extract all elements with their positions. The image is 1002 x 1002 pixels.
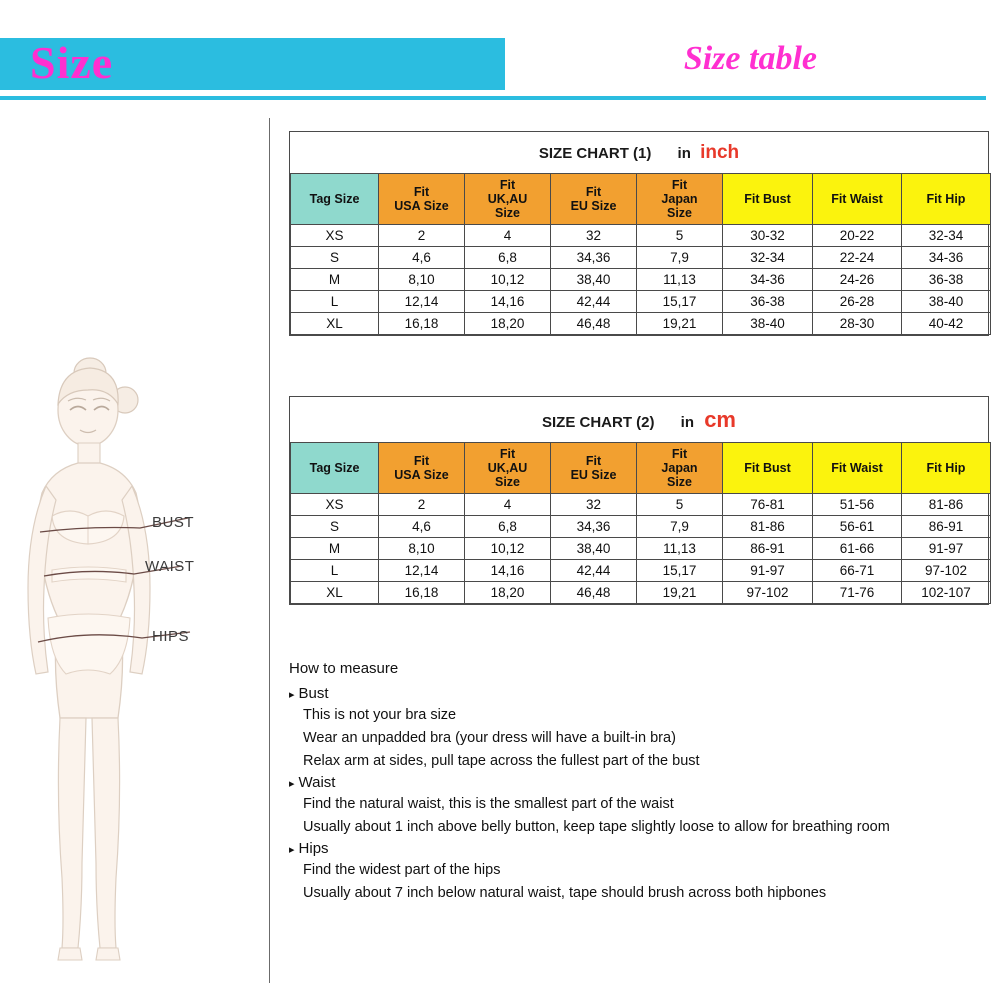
cell: 4,6 — [379, 516, 465, 538]
cell: 38,40 — [551, 269, 637, 291]
cell: 5 — [637, 225, 723, 247]
label-bust: BUST — [152, 514, 195, 531]
col-eu-size: Fit EU Size — [551, 174, 637, 225]
size-chart-1-unit: inch — [700, 142, 740, 163]
how-to-hips-heading — [289, 840, 989, 857]
cell: 28-30 — [813, 313, 902, 335]
label-waist: WAIST — [145, 558, 195, 575]
cell: 11,13 — [637, 269, 723, 291]
cell: 14,16 — [465, 291, 551, 313]
cell: 24-26 — [813, 269, 902, 291]
cell: 18,20 — [465, 582, 551, 604]
cell: 61-66 — [813, 538, 902, 560]
cell: 26-28 — [813, 291, 902, 313]
cell: 4 — [465, 225, 551, 247]
label-hips: HIPS — [152, 628, 190, 645]
cell: 38-40 — [902, 291, 991, 313]
triangle-bullet-icon: ▸ — [289, 844, 295, 856]
col-fit-bust: Fit Bust — [723, 174, 813, 225]
col-ukau-size: Fit UK,AU Size — [465, 443, 551, 494]
cell: 32 — [551, 494, 637, 516]
cell: 15,17 — [637, 560, 723, 582]
cell: 46,48 — [551, 313, 637, 335]
cell: 8,10 — [379, 538, 465, 560]
size-chart-2-body — [291, 494, 991, 604]
cell: 86-91 — [723, 538, 813, 560]
how-to-measure — [289, 660, 989, 906]
cell: 97-102 — [902, 560, 991, 582]
how-to-bust-name: Bust — [298, 685, 329, 702]
cell: L — [291, 560, 379, 582]
how-to-bust-line-3: Relax arm at sides, pull tape across the fullest part of the bust — [303, 753, 700, 769]
size-chart-2-table — [290, 442, 991, 604]
col-ukau-size: Fit UK,AU Size — [465, 174, 551, 225]
col-usa-size: Fit USA Size — [379, 443, 465, 494]
how-to-waist-heading — [289, 774, 989, 791]
cell: 38,40 — [551, 538, 637, 560]
cell: 16,18 — [379, 313, 465, 335]
cell: 81-86 — [723, 516, 813, 538]
cell: 32-34 — [902, 225, 991, 247]
how-to-hips-line-2: Usually about 7 inch below natural waist, tape should brush across both hipbones — [303, 885, 827, 901]
col-fit-waist: Fit Waist — [813, 443, 902, 494]
table-row — [291, 225, 991, 247]
cell: 42,44 — [551, 291, 637, 313]
cell: 2 — [379, 494, 465, 516]
size-chart-2-title-main: SIZE CHART (2) — [542, 414, 655, 431]
cell: 30-32 — [723, 225, 813, 247]
triangle-bullet-icon: ▸ — [289, 689, 295, 701]
how-to-bust-heading — [289, 685, 989, 702]
cell: 5 — [637, 494, 723, 516]
col-fit-hip: Fit Hip — [902, 174, 991, 225]
cell: 36-38 — [723, 291, 813, 313]
how-to-waist-line-2: Usually about 1 inch above belly button, keep tape slightly loose to allow for breathing room — [303, 819, 890, 835]
cell: 10,12 — [465, 269, 551, 291]
cell: 6,8 — [465, 247, 551, 269]
cell: 16,18 — [379, 582, 465, 604]
cell: 51-56 — [813, 494, 902, 516]
cell: 4 — [465, 494, 551, 516]
cell: 8,10 — [379, 269, 465, 291]
cell: 12,14 — [379, 291, 465, 313]
col-fit-waist: Fit Waist — [813, 174, 902, 225]
cell: 11,13 — [637, 538, 723, 560]
header-divider — [0, 96, 986, 100]
size-chart-1 — [289, 131, 989, 336]
size-chart-1-table — [290, 173, 991, 335]
how-to-bust-line-2: Wear an unpadded bra (your dress will have a built-in bra) — [303, 730, 676, 746]
how-to-hips-name: Hips — [298, 840, 329, 857]
how-to-waist-line-1: Find the natural waist, this is the smallest part of the waist — [303, 796, 674, 812]
cell: 12,14 — [379, 560, 465, 582]
table-row — [291, 313, 991, 335]
cell: 36-38 — [902, 269, 991, 291]
cell: 18,20 — [465, 313, 551, 335]
cell: 42,44 — [551, 560, 637, 582]
table-row — [291, 269, 991, 291]
table-row — [291, 560, 991, 582]
cell: 40-42 — [902, 313, 991, 335]
cell: 19,21 — [637, 582, 723, 604]
table-header-row — [291, 174, 991, 225]
how-to-bust-line-1: This is not your bra size — [303, 707, 457, 723]
cell: 81-86 — [902, 494, 991, 516]
cell: S — [291, 247, 379, 269]
cell: 38-40 — [723, 313, 813, 335]
cell: 86-91 — [902, 516, 991, 538]
size-chart-1-title-in: in — [677, 145, 691, 162]
cell: 76-81 — [723, 494, 813, 516]
cell: L — [291, 291, 379, 313]
size-chart-1-title — [290, 132, 988, 173]
table-header-row — [291, 443, 991, 494]
cell: 91-97 — [902, 538, 991, 560]
size-chart-1-title-main: SIZE CHART (1) — [538, 145, 652, 162]
table-row — [291, 291, 991, 313]
cell: 7,9 — [637, 516, 723, 538]
col-tag-size: Tag Size — [291, 443, 379, 494]
cell: 71-76 — [813, 582, 902, 604]
cell: 34,36 — [551, 247, 637, 269]
col-fit-hip: Fit Hip — [902, 443, 991, 494]
cell: XL — [291, 582, 379, 604]
cell: 4,6 — [379, 247, 465, 269]
size-chart-2-title-in: in — [680, 414, 695, 431]
cell: 97-102 — [723, 582, 813, 604]
table-row — [291, 247, 991, 269]
header-size-word: Size — [30, 37, 114, 88]
size-chart-1-body — [291, 225, 991, 335]
cell: 19,21 — [637, 313, 723, 335]
female-body-illustration — [0, 118, 270, 983]
cell: 6,8 — [465, 516, 551, 538]
cell: 22-24 — [813, 247, 902, 269]
cell: 34-36 — [902, 247, 991, 269]
col-tag-size: Tag Size — [291, 174, 379, 225]
cell: 91-97 — [723, 560, 813, 582]
col-eu-size: Fit EU Size — [551, 443, 637, 494]
page-header — [0, 38, 1002, 100]
cell: S — [291, 516, 379, 538]
table-row — [291, 516, 991, 538]
cell: M — [291, 269, 379, 291]
cell: 34,36 — [551, 516, 637, 538]
cell: 15,17 — [637, 291, 723, 313]
cell: XS — [291, 494, 379, 516]
table-row — [291, 582, 991, 604]
cell: 34-36 — [723, 269, 813, 291]
col-japan-size: Fit Japan Size — [637, 443, 723, 494]
figure-panel — [0, 118, 270, 983]
col-japan-size: Fit Japan Size — [637, 174, 723, 225]
cell: 20-22 — [813, 225, 902, 247]
page-title: Size table — [683, 40, 817, 77]
cell: 14,16 — [465, 560, 551, 582]
size-chart-2 — [289, 396, 989, 605]
size-chart-2-unit: cm — [704, 407, 736, 432]
cell: 66-71 — [813, 560, 902, 582]
cell: 2 — [379, 225, 465, 247]
cell: 56-61 — [813, 516, 902, 538]
table-row — [291, 494, 991, 516]
size-chart-2-title — [290, 397, 988, 442]
how-to-hips-line-1: Find the widest part of the hips — [303, 862, 501, 878]
how-to-measure-heading: How to measure — [289, 660, 399, 677]
cell: 102-107 — [902, 582, 991, 604]
cell: 46,48 — [551, 582, 637, 604]
triangle-bullet-icon: ▸ — [289, 778, 295, 790]
cell: 32-34 — [723, 247, 813, 269]
cell: M — [291, 538, 379, 560]
cell: 7,9 — [637, 247, 723, 269]
how-to-waist-name: Waist — [298, 774, 336, 791]
col-usa-size: Fit USA Size — [379, 174, 465, 225]
table-row — [291, 538, 991, 560]
cell: 10,12 — [465, 538, 551, 560]
cell: XL — [291, 313, 379, 335]
cell: 32 — [551, 225, 637, 247]
cell: XS — [291, 225, 379, 247]
col-fit-bust: Fit Bust — [723, 443, 813, 494]
